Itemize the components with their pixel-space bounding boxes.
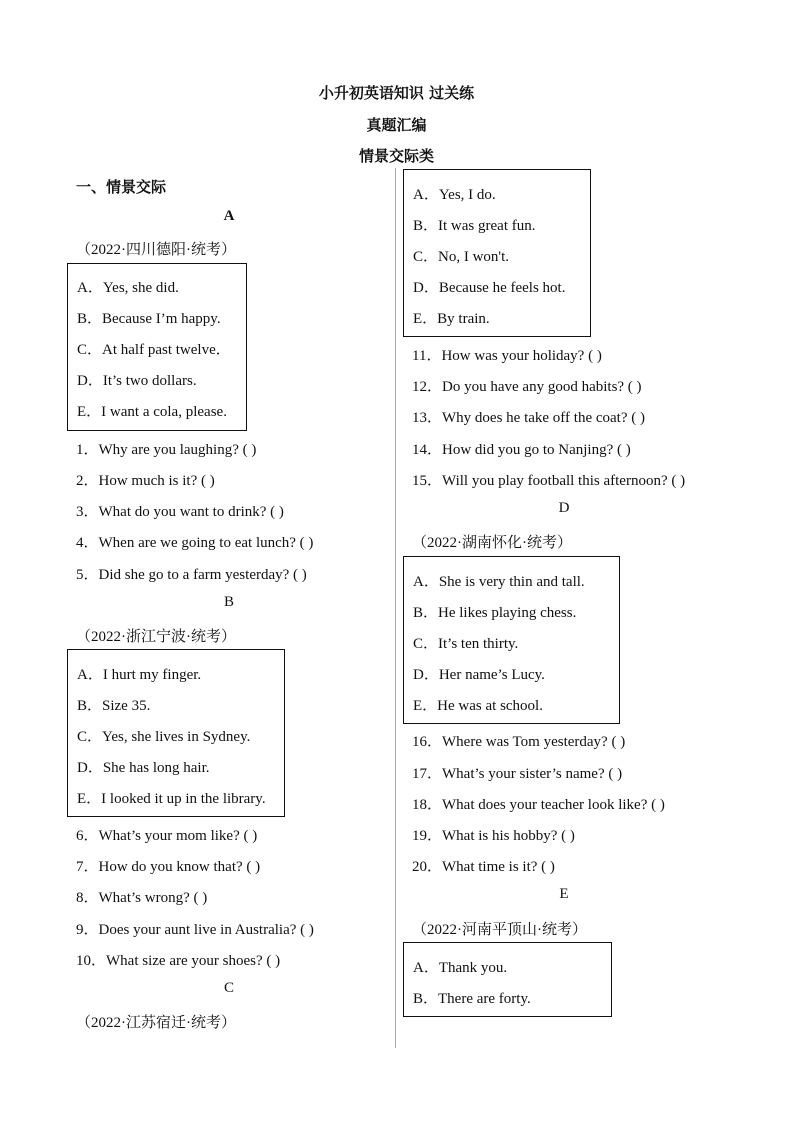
- option-b: B．Size 35.: [77, 698, 151, 714]
- option-b: B．He likes playing chess.: [413, 605, 577, 621]
- option-d: D．She has long hair.: [77, 760, 210, 776]
- question-9: 9．Does your aunt live in Australia? ( ): [76, 922, 314, 938]
- group-a-source: （2022·四川德阳·统考）: [76, 242, 236, 258]
- option-b: B．It was great fun.: [413, 218, 536, 234]
- question-2: 2．How much is it? ( ): [76, 473, 215, 489]
- question-11: 11．How was your holiday? ( ): [412, 348, 602, 364]
- question-8: 8．What’s wrong? ( ): [76, 890, 208, 906]
- group-b-letter: B: [223, 594, 234, 610]
- group-c-letter: C: [223, 980, 234, 996]
- group-d-letter: D: [558, 500, 570, 516]
- option-b: B．Because I’m happy.: [77, 311, 221, 327]
- question-4: 4．When are we going to eat lunch? ( ): [76, 535, 314, 551]
- option-d: D．Her name’s Lucy.: [413, 667, 545, 683]
- group-e-source: （2022·河南平顶山·统考）: [412, 922, 587, 938]
- question-15: 15．Will you play football this afternoon? ( ): [412, 473, 686, 489]
- group-b-options-box: [67, 649, 285, 817]
- group-c-options-box: [403, 169, 591, 337]
- option-a: A．Thank you.: [413, 960, 508, 976]
- option-a: A．Yes, I do.: [413, 187, 496, 203]
- group-e-options-box: [403, 942, 612, 1017]
- column-divider: [395, 168, 396, 1048]
- option-a: A．She is very thin and tall.: [413, 574, 585, 590]
- document-title: 小升初英语知识 过关练: [318, 84, 475, 102]
- option-e: E．By train.: [413, 311, 490, 327]
- option-e: E．I looked it up in the library.: [77, 791, 266, 807]
- question-14: 14．How did you go to Nanjing? ( ): [412, 442, 631, 458]
- question-5: 5．Did she go to a farm yesterday? ( ): [76, 567, 307, 583]
- option-a: A．Yes, she did.: [77, 280, 179, 296]
- question-13: 13．Why does he take off the coat? ( ): [412, 410, 645, 426]
- question-19: 19．What is his hobby? ( ): [412, 828, 575, 844]
- group-a-options-box: [67, 263, 247, 431]
- option-b: B．There are forty.: [413, 991, 531, 1007]
- option-e: E．He was at school.: [413, 698, 543, 714]
- group-a-letter: A: [223, 208, 235, 224]
- question-1: 1．Why are you laughing? ( ): [76, 442, 257, 458]
- question-16: 16．Where was Tom yesterday? ( ): [412, 734, 626, 750]
- group-c-source: （2022·江苏宿迁·统考）: [76, 1015, 236, 1031]
- question-7: 7．How do you know that? ( ): [76, 859, 261, 875]
- group-d-source: （2022·湖南怀化·统考）: [412, 535, 572, 551]
- option-d: D．It’s two dollars.: [77, 373, 197, 389]
- option-c: C．It’s ten thirty.: [413, 636, 519, 652]
- group-d-options-box: [403, 556, 620, 724]
- question-3: 3．What do you want to drink? ( ): [76, 504, 284, 520]
- section-heading: 一、情景交际: [76, 178, 167, 196]
- question-18: 18．What does your teacher look like? ( ): [412, 797, 665, 813]
- option-d: D．Because he feels hot.: [413, 280, 566, 296]
- question-6: 6．What’s your mom like? ( ): [76, 828, 258, 844]
- group-b-source: （2022·浙江宁波·统考）: [76, 629, 236, 645]
- option-c: C．Yes, she lives in Sydney.: [77, 729, 251, 745]
- question-17: 17．What’s your sister’s name? ( ): [412, 766, 623, 782]
- question-10: 10．What size are your shoes? ( ): [76, 953, 281, 969]
- option-a: A．I hurt my finger.: [77, 667, 202, 683]
- question-12: 12．Do you have any good habits? ( ): [412, 379, 642, 395]
- category-title: 情景交际类: [358, 147, 434, 165]
- option-e: E．I want a cola, please.: [77, 404, 227, 420]
- group-e-letter: E: [559, 886, 569, 902]
- option-c: C．No, I won't.: [413, 249, 510, 265]
- question-20: 20．What time is it? ( ): [412, 859, 555, 875]
- document-subtitle: 真题汇编: [366, 116, 427, 134]
- option-c: C．At half past twelve．: [77, 342, 231, 358]
